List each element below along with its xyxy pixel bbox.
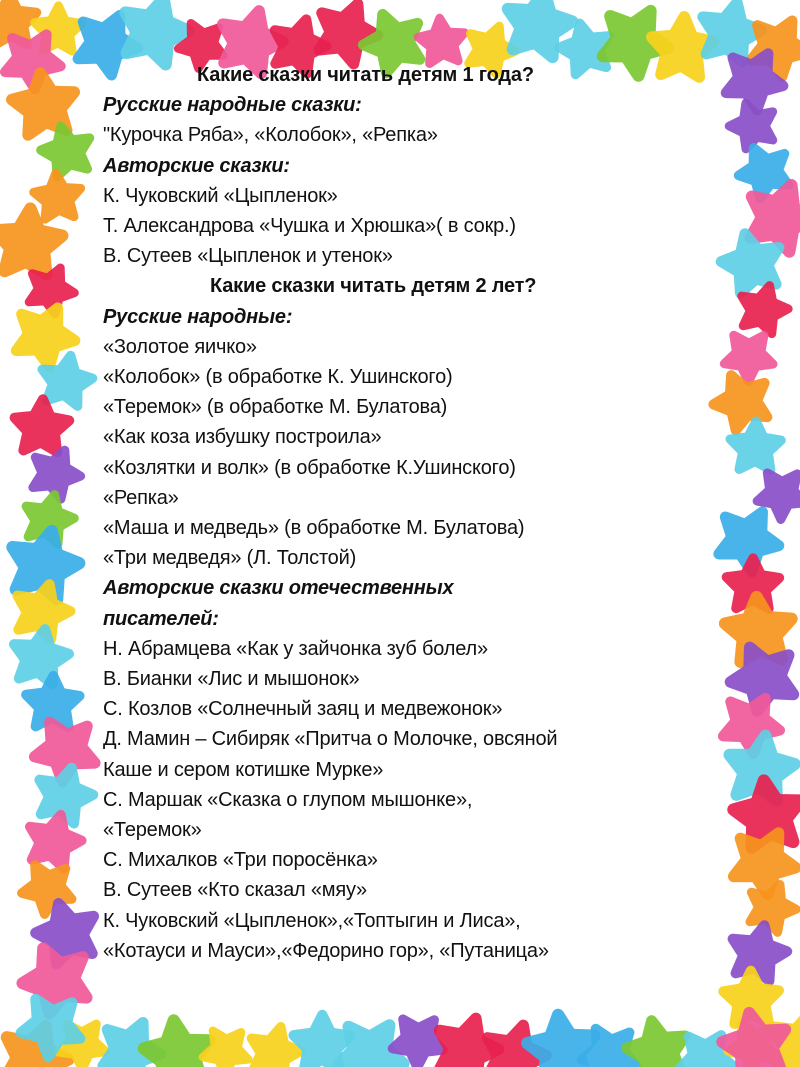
list-item: В. Бианки «Лис и мышонок»: [103, 668, 360, 691]
star-decoration: [750, 884, 796, 932]
star-decoration: [742, 286, 789, 334]
list-item: Д. Мамин – Сибиряк «Притча о Молочке, овсяной: [103, 728, 558, 751]
fairy-tale-list: [103, 60, 743, 966]
list-item: Т. Александрова «Чушка и Хрюшка»( в сокр.): [103, 215, 516, 238]
star-decoration: [319, 4, 377, 64]
list-item: «Колобок» (в обработке К. Ушинского): [103, 366, 453, 389]
section-title-1-year: Какие сказки читать детям 1 года?: [197, 64, 534, 86]
author-tales-heading: Авторские сказки:: [103, 154, 290, 177]
author-tales-heading-cont: писателей:: [103, 607, 219, 630]
list-item: К. Чуковский «Цыпленок»,«Топтыгин и Лиса»,: [103, 909, 521, 932]
star-decoration: [627, 1021, 686, 1067]
list-item: "Курочка Ряба», «Колобок», «Репка»: [103, 124, 438, 147]
section-title-2-years: Какие сказки читать детям 2 лет?: [210, 275, 537, 298]
star-decoration: [15, 399, 70, 452]
list-item: «Маша и медведь» (в обработке М. Булатова): [103, 517, 525, 540]
star-decoration: [144, 1020, 210, 1067]
list-item: В. Сутеев «Кто сказал «мяу»: [103, 879, 367, 902]
folk-tales-heading: Русские народные сказки:: [103, 94, 362, 117]
list-item: С. Козлов «Солнечный заяц и медвежонок»: [103, 698, 503, 721]
list-item: В. Сутеев «Цыпленок и утенок»: [103, 245, 393, 268]
author-tales-heading: Авторские сказки отечественных: [103, 577, 454, 600]
star-decoration: [125, 0, 188, 65]
star-decoration: [418, 18, 465, 64]
list-item: Н. Абрамцева «Как у зайчонка зуб болел»: [103, 637, 488, 660]
star-decoration: [41, 126, 90, 176]
list-item: С. Маршак «Сказка о глупом мышонке»,: [103, 788, 473, 811]
list-item: «Золотое яичко»: [103, 335, 257, 358]
list-item: «Три медведя» (Л. Толстой): [103, 547, 357, 570]
list-item: «Теремок»: [103, 819, 202, 842]
list-item: «Как коза избушку построила»: [103, 426, 382, 449]
list-item: С. Михалков «Три поросёнка»: [103, 849, 378, 872]
star-decoration: [14, 629, 69, 684]
list-item: «Теремок» (в обработке М. Булатова): [103, 396, 448, 419]
list-item: «Репка»: [103, 486, 179, 509]
star-decoration: [40, 768, 94, 824]
list-item: «Котауси и Мауси»,«Федорино гор», «Путаница»: [103, 939, 549, 962]
star-decoration: [203, 1031, 249, 1067]
list-item: Каше и сером котишке Мурке»: [103, 758, 384, 781]
star-decoration: [34, 173, 81, 219]
list-item: «Козлятки и волк» (в обработке К.Ушинского): [103, 456, 516, 479]
list-item: К. Чуковский «Цыпленок»: [103, 184, 338, 207]
folk-tales-heading: Русские народные:: [103, 305, 293, 328]
